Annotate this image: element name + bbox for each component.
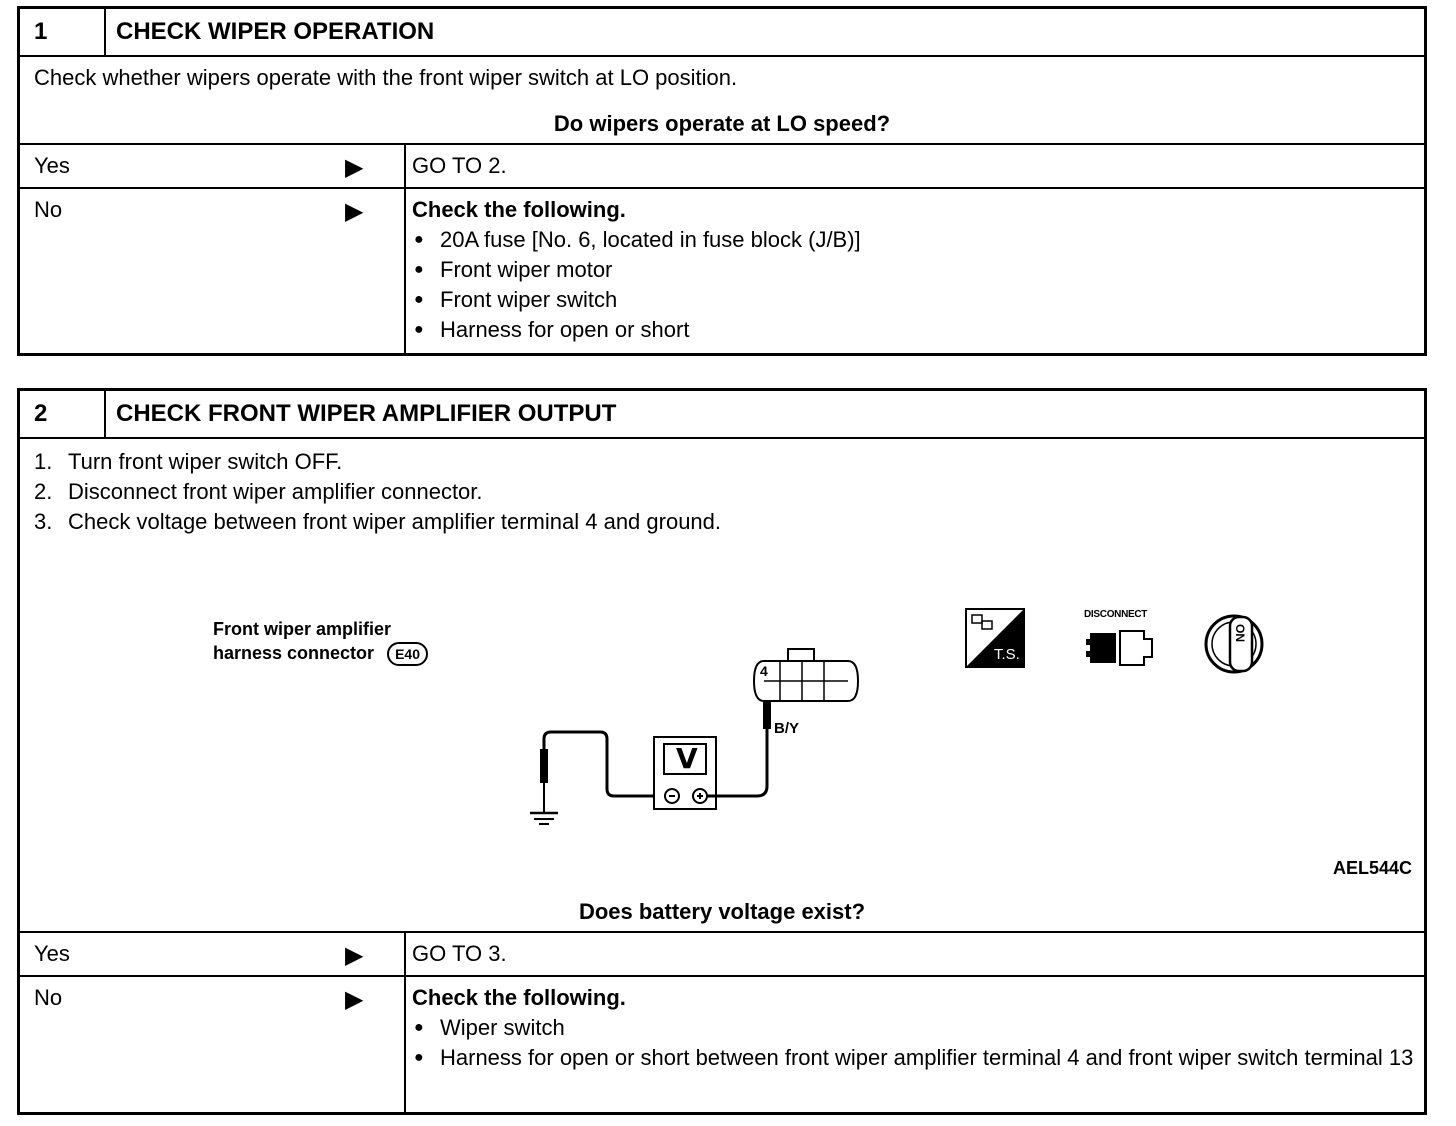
- ground-probe: [540, 749, 548, 791]
- step-2-check-list: [412, 1013, 1414, 1073]
- step-2-box: [17, 388, 1427, 1115]
- step-2-yes-row: [20, 931, 1424, 975]
- step-2-no-heading: Check the following.: [412, 985, 626, 1010]
- step-1-check-list: [412, 225, 1414, 345]
- step-2-no-row: [20, 975, 1424, 1112]
- step-2-procedure: [34, 447, 721, 537]
- terminal-number: 4: [760, 663, 768, 679]
- list-item: 3. Check voltage between front wiper amplifier terminal 4 and ground.: [34, 509, 722, 534]
- step-2-question: Does battery voltage exist?: [578, 899, 866, 924]
- list-item: 2. Disconnect front wiper amplifier connector.: [34, 479, 483, 504]
- step-1-instruction: Check whether wipers operate with the front wiper switch at LO position.: [34, 65, 738, 90]
- list-item: ● Wiper switch: [412, 1013, 1414, 1043]
- step-1-no-row: [20, 187, 1424, 353]
- step-1-number: 1: [20, 9, 106, 55]
- list-item: 1. Turn front wiper switch OFF.: [34, 449, 343, 474]
- disconnect-icon: [1086, 631, 1152, 665]
- voltmeter-symbol: V: [676, 742, 698, 775]
- step-1-no-content: [412, 195, 1414, 345]
- ts-icon-label: T.S.: [994, 646, 1020, 663]
- step-2-number: 2: [20, 391, 106, 437]
- step-1-box: [17, 6, 1427, 356]
- list-item: ● Front wiper motor: [412, 255, 1414, 285]
- arrow-right-icon: ▶: [345, 942, 364, 969]
- step-1-yes-row: [20, 143, 1424, 187]
- ignition-on-label: ON: [1233, 624, 1247, 642]
- figure-code: AEL544C: [1332, 858, 1412, 878]
- list-item: ● Front wiper switch: [412, 285, 1414, 315]
- step-2-no-content: [412, 983, 1414, 1073]
- step-2-no-label: No: [34, 985, 63, 1010]
- step-1-question: Do wipers operate at LO speed?: [553, 111, 891, 136]
- list-item: ● 20A fuse [No. 6, located in fuse block (J/B)]: [412, 225, 1414, 255]
- list-item: ● Harness for open or short between front wiper amplifier terminal 4 and front wiper switch terminal 13: [412, 1043, 1414, 1073]
- wire-color-label: B/Y: [774, 720, 800, 737]
- wiring-svg: [20, 551, 1424, 881]
- step-1-title: CHECK WIPER OPERATION: [116, 18, 435, 45]
- ground-icon: [530, 789, 558, 824]
- step-2-yes-result: GO TO 3.: [412, 941, 507, 966]
- arrow-right-icon: ▶: [345, 986, 364, 1013]
- arrow-right-icon: ▶: [345, 198, 364, 225]
- connector-id-badge: E40: [387, 642, 428, 666]
- connector-label: Front wiper amplifier harness connector E40: [213, 617, 428, 666]
- step-1-no-label: No: [34, 197, 63, 222]
- voltage-check-diagram: [20, 551, 1424, 881]
- step-1-no-heading: Check the following.: [412, 197, 626, 222]
- arrow-right-icon: ▶: [345, 154, 364, 181]
- step-2-title: CHECK FRONT WIPER AMPLIFIER OUTPUT: [116, 400, 617, 427]
- step-1-yes-result: GO TO 2.: [412, 153, 507, 178]
- ground-lead-wire: [544, 732, 670, 796]
- step-2-header: [20, 391, 1424, 439]
- step-1-yes-label: Yes: [34, 153, 70, 178]
- step-1-header: [20, 9, 1424, 57]
- list-item: ● Harness for open or short: [412, 315, 1414, 345]
- harness-connector-icon: [754, 649, 858, 701]
- step-2-yes-label: Yes: [34, 941, 70, 966]
- connector-probe: [763, 701, 771, 729]
- disconnect-icon-label: DISCONNECT: [1084, 609, 1148, 620]
